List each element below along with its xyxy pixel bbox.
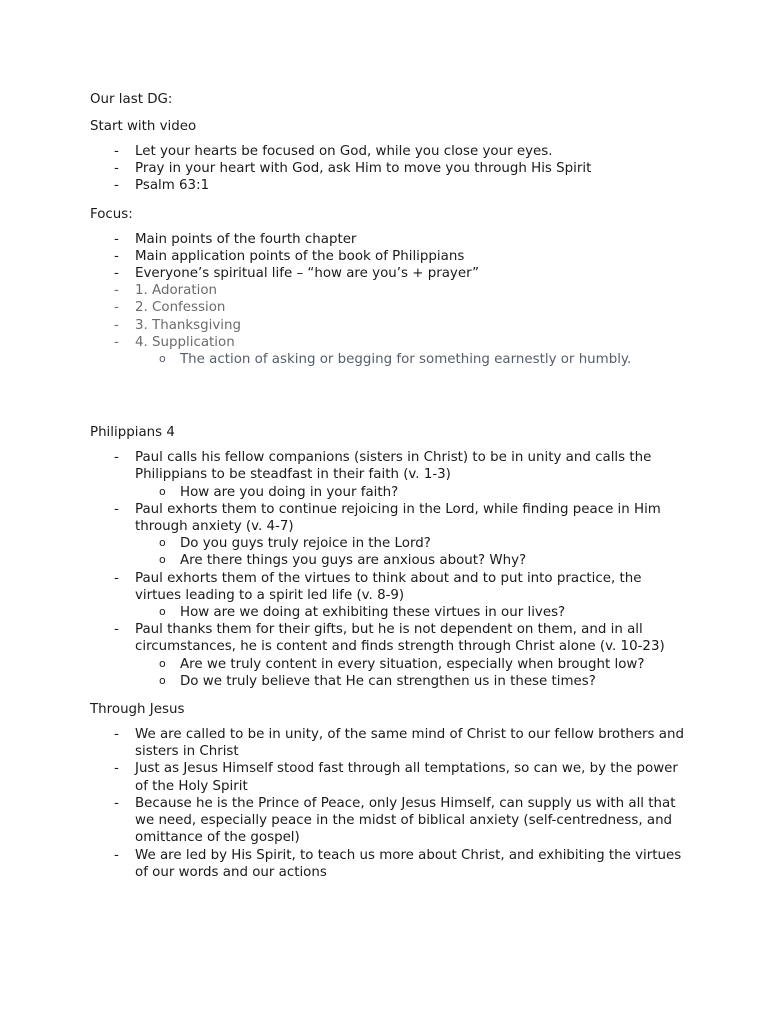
list-item-label: 4. Supplication	[135, 334, 235, 350]
sub-list	[135, 484, 690, 501]
focus-list	[90, 231, 690, 369]
list-item: - 3. Thanksgiving	[90, 317, 690, 334]
list-item	[90, 501, 690, 570]
sub-list	[135, 604, 690, 621]
list-item-label: Paul exhorts them of the virtues to think about and to put into practice, the virtues leading to a spirit led life (v. 8-9)	[135, 570, 642, 603]
sub-list	[135, 535, 690, 569]
list-item-label: Paul thanks them for their gifts, but he is not dependent on them, and in all circumstances, he is content and finds strength through Christ alone (v. 10-23)	[135, 622, 665, 655]
list-item: - 1. Adoration	[90, 282, 690, 299]
list-item: - Just as Jesus Himself stood fast through all temptations, so can we, by the power of the Holy Spirit	[90, 760, 690, 794]
document-page	[90, 91, 690, 881]
list-item: - Main application points of the book of Philippians	[90, 248, 690, 265]
heading-focus: Focus:	[90, 206, 133, 222]
sub-list-item: o Do we truly believe that He can strengthen us in these times?	[135, 673, 690, 690]
list-item: - 2. Confession	[90, 299, 690, 316]
list-item-label: Paul calls his fellow companions (sisters in Christ) to be in unity and calls the Philippians to be steadfast in their faith (v. 1-3)	[135, 450, 652, 483]
list-item: - We are called to be in unity, of the same mind of Christ to our fellow brothers and sisters in Christ	[90, 726, 690, 760]
sub-list-item: o Are there things you guys are anxious about? Why?	[135, 552, 690, 569]
sub-list-item: o How are you doing in your faith?	[135, 484, 690, 501]
list-item-supplication	[90, 334, 690, 368]
sub-list	[135, 656, 690, 690]
sub-list-item: o Are we truly content in every situation, especially when brought low?	[135, 656, 690, 673]
list-item	[90, 570, 690, 622]
list-item: - Pray in your heart with God, ask Him to move you through His Spirit	[90, 160, 690, 177]
list-item: - We are led by His Spirit, to teach us more about Christ, and exhibiting the virtues of our words and our actions	[90, 847, 690, 881]
supplication-sublist	[135, 351, 690, 368]
list-item: - Let your hearts be focused on God, while you close your eyes.	[90, 143, 690, 160]
list-item: - Psalm 63:1	[90, 177, 690, 194]
list-item: - Because he is the Prince of Peace, only Jesus Himself, can supply us with all that we need, especially peace in the midst of biblical anxiety (self-centredness, and omittance of the gospel)	[90, 795, 690, 847]
list-item: - Everyone’s spiritual life – “how are you’s + prayer”	[90, 265, 690, 282]
heading-through-jesus: Through Jesus	[90, 702, 185, 718]
list-item-label: Paul exhorts them to continue rejoicing in the Lord, while finding peace in Him through anxiety (v. 4-7)	[135, 501, 661, 535]
list-item	[90, 449, 690, 501]
heading-our-last-dg: Our last DG:	[90, 92, 173, 107]
video-list	[90, 143, 690, 195]
list-item	[90, 621, 690, 690]
list-item: - Main points of the fourth chapter	[90, 231, 690, 248]
heading-philippians-4: Philippians 4	[90, 425, 175, 441]
sub-list-item: o How are we doing at exhibiting these virtues in our lives?	[135, 604, 690, 621]
sub-list-item: o The action of asking or begging for something earnestly or humbly.	[135, 351, 690, 368]
philippians-list	[90, 449, 690, 690]
through-jesus-list	[90, 726, 690, 881]
heading-start-with-video: Start with video	[90, 119, 197, 134]
sub-list-item: o Do you guys truly rejoice in the Lord?	[135, 535, 690, 552]
